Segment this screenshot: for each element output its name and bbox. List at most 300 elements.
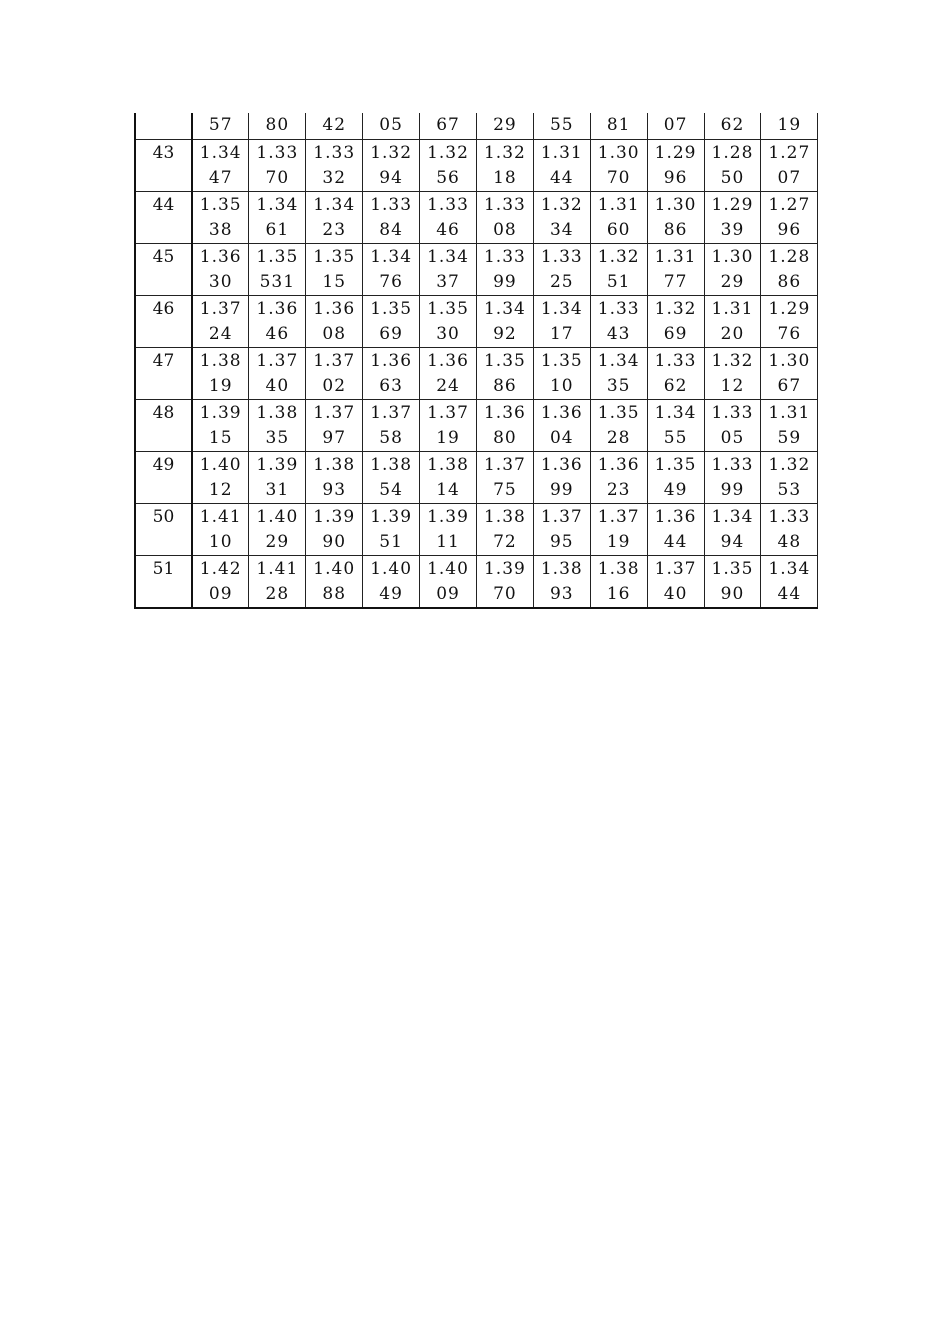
cell-value-line2: 35 <box>265 427 290 448</box>
cell-value-line1: 1.38 <box>313 454 356 475</box>
table-cell <box>533 347 590 399</box>
table-cell <box>420 555 477 608</box>
table-cell <box>306 503 363 555</box>
cell-value-line1: 1.30 <box>654 194 697 215</box>
table-cell <box>590 503 647 555</box>
cell-value-line1: 1.33 <box>483 194 526 215</box>
cell-value-line2: 69 <box>663 323 688 344</box>
table-cell <box>590 243 647 295</box>
table-cell <box>761 139 818 191</box>
cell-value-line1: 1.41 <box>256 558 299 579</box>
cell-value-line2: 19 <box>208 375 233 396</box>
cell-value-line1: 1.36 <box>597 454 640 475</box>
table-cell <box>647 555 704 608</box>
cell-value-line2: 70 <box>606 167 631 188</box>
table-cell <box>363 139 420 191</box>
cell-value-line2: 12 <box>208 479 233 500</box>
cell-value-line1: 1.36 <box>540 402 583 423</box>
cell-value-line2: 19 <box>436 427 460 448</box>
cell-value-line1: 1.37 <box>199 298 242 319</box>
cell-value-line1: 1.37 <box>313 402 356 423</box>
cell-value-line2: 19 <box>606 531 631 552</box>
cell-value-line2: 34 <box>549 219 574 240</box>
table-cell <box>590 451 647 503</box>
table-cell <box>420 113 477 139</box>
cell-value-line2: 99 <box>493 271 517 292</box>
cell-value-line1: 1.28 <box>711 142 754 163</box>
cell-value-line1: 1.33 <box>597 298 640 319</box>
table-cell <box>704 347 761 399</box>
cell-value-line2: 92 <box>493 323 517 344</box>
cell-value-line1: 1.36 <box>427 350 469 371</box>
cell-value-line2: 11 <box>436 531 460 552</box>
table-cell <box>306 451 363 503</box>
cell-value-line1: 1.38 <box>370 454 413 475</box>
cell-value-line2: 50 <box>720 167 745 188</box>
table-cell <box>476 347 533 399</box>
cell-value-line1: 1.35 <box>711 558 754 579</box>
cell-value-line1: 1.34 <box>427 246 469 267</box>
cell-value-line1: 1.35 <box>199 194 242 215</box>
data-table <box>134 113 818 609</box>
cell-value-line2: 29 <box>265 531 290 552</box>
cell-value-line2: 14 <box>436 479 460 500</box>
cell-value-line1: 1.33 <box>711 402 754 423</box>
table-cell <box>533 555 590 608</box>
cell-value-line1: 1.33 <box>483 246 526 267</box>
row-label: 48 <box>135 399 192 451</box>
cell-value-line1: 1.40 <box>199 454 242 475</box>
cell-value: 19 <box>777 115 802 135</box>
table-cell <box>306 139 363 191</box>
cell-value-line1: 1.34 <box>711 506 754 527</box>
cell-value-line2: 49 <box>379 583 403 604</box>
row-label: 50 <box>135 503 192 555</box>
cell-value-line1: 1.38 <box>427 454 469 475</box>
cell-value-line2: 93 <box>549 583 574 604</box>
cell-value-line1: 1.39 <box>199 402 242 423</box>
table-cell <box>306 191 363 243</box>
cell-value-line1: 1.34 <box>256 194 299 215</box>
table-cell <box>647 503 704 555</box>
cell-value-line1: 1.33 <box>711 454 754 475</box>
table-cell <box>306 243 363 295</box>
cell-value-line2: 29 <box>720 271 745 292</box>
row-label: 45 <box>135 243 192 295</box>
cell-value: 57 <box>208 115 233 135</box>
cell-value-line1: 1.28 <box>768 246 811 267</box>
cell-value-line2: 95 <box>549 531 574 552</box>
table-cell <box>192 399 249 451</box>
cell-value-line2: 51 <box>379 531 403 552</box>
cell-value-line2: 07 <box>777 167 802 188</box>
table-cell <box>363 347 420 399</box>
cell-value-line2: 10 <box>208 531 233 552</box>
cell-value-line1: 1.32 <box>654 298 697 319</box>
cell-value-line2: 53 <box>777 479 802 500</box>
table-cell <box>192 295 249 347</box>
table-cell <box>533 503 590 555</box>
cell-value-line2: 32 <box>322 167 347 188</box>
cell-value-line1: 1.40 <box>370 558 413 579</box>
cell-value-line1: 1.36 <box>483 402 526 423</box>
cell-value-line2: 94 <box>379 167 403 188</box>
table-cell <box>420 347 477 399</box>
table-cell <box>363 451 420 503</box>
table-cell <box>192 451 249 503</box>
table-cell <box>704 555 761 608</box>
table-cell <box>647 451 704 503</box>
cell-value-line1: 1.37 <box>540 506 583 527</box>
cell-value-line1: 1.37 <box>597 506 640 527</box>
table-cell <box>590 399 647 451</box>
table-row <box>135 243 818 295</box>
table-cell <box>249 555 306 608</box>
table-cell <box>761 451 818 503</box>
cell-value-line2: 24 <box>436 375 460 396</box>
cell-value-line1: 1.37 <box>654 558 697 579</box>
table-cell <box>420 503 477 555</box>
table-cell <box>249 295 306 347</box>
cell-value-line1: 1.32 <box>483 142 526 163</box>
table-cell <box>306 555 363 608</box>
cell-value-line2: 25 <box>549 271 574 292</box>
table-cell <box>476 295 533 347</box>
table-cell <box>476 113 533 139</box>
cell-value-line2: 05 <box>720 427 745 448</box>
row-label: 43 <box>135 139 192 191</box>
table-cell <box>249 347 306 399</box>
table-row <box>135 503 818 555</box>
cell-value-line2: 61 <box>265 219 290 240</box>
cell-value-line2: 18 <box>493 167 517 188</box>
cell-value-line1: 1.33 <box>768 506 811 527</box>
table-cell <box>476 243 533 295</box>
cell-value-line2: 93 <box>322 479 347 500</box>
table-cell <box>533 295 590 347</box>
cell-value: 42 <box>322 115 347 135</box>
cell-value-line2: 30 <box>436 323 460 344</box>
table-cell <box>363 555 420 608</box>
cell-value-line1: 1.38 <box>199 350 242 371</box>
cell-value-line2: 30 <box>208 271 233 292</box>
table-cell <box>647 243 704 295</box>
cell-value-line1: 1.35 <box>540 350 583 371</box>
cell-value-line2: 28 <box>265 583 290 604</box>
cell-value-line2: 59 <box>777 427 802 448</box>
table-row <box>135 555 818 608</box>
table-row <box>135 399 818 451</box>
cell-value-line2: 28 <box>606 427 631 448</box>
cell-value-line1: 1.33 <box>256 142 299 163</box>
table-cell <box>704 295 761 347</box>
cell-value-line2: 70 <box>265 167 290 188</box>
cell-value-line2: 67 <box>777 375 802 396</box>
table-cell <box>647 113 704 139</box>
table-row <box>135 295 818 347</box>
cell-value-line2: 10 <box>549 375 574 396</box>
row-label: 51 <box>135 555 192 608</box>
cell-value-line1: 1.36 <box>256 298 299 319</box>
table-row <box>135 347 818 399</box>
table-cell <box>647 347 704 399</box>
cell-value-line2: 531 <box>259 271 296 292</box>
table-cell <box>761 295 818 347</box>
table-cell <box>647 139 704 191</box>
table-cell <box>476 503 533 555</box>
cell-value-line2: 43 <box>606 323 631 344</box>
cell-value-line2: 96 <box>663 167 688 188</box>
cell-value-line1: 1.39 <box>427 506 469 527</box>
cell-value-line2: 20 <box>720 323 745 344</box>
table-cell <box>704 503 761 555</box>
cell-value-line2: 40 <box>265 375 290 396</box>
cell-value-line2: 96 <box>777 219 802 240</box>
cell-value-line1: 1.35 <box>427 298 469 319</box>
cell-value-line1: 1.40 <box>427 558 469 579</box>
cell-value-line2: 60 <box>606 219 631 240</box>
cell-value-line2: 31 <box>265 479 290 500</box>
table-cell <box>476 399 533 451</box>
cell-value-line1: 1.34 <box>597 350 640 371</box>
cell-value-line1: 1.34 <box>483 298 526 319</box>
table-cell <box>533 113 590 139</box>
cell-value-line1: 1.32 <box>540 194 583 215</box>
row-label: 44 <box>135 191 192 243</box>
cell-value-line2: 75 <box>493 479 517 500</box>
cell-value-line2: 49 <box>663 479 688 500</box>
cell-value: 05 <box>379 115 403 135</box>
cell-value-line2: 80 <box>493 427 517 448</box>
table-cell <box>533 399 590 451</box>
cell-value-line2: 97 <box>322 427 347 448</box>
cell-value-line2: 84 <box>379 219 403 240</box>
cell-value-line2: 44 <box>777 583 802 604</box>
cell-value-line1: 1.34 <box>199 142 242 163</box>
cell-value-line1: 1.36 <box>654 506 697 527</box>
cell-value-line2: 02 <box>322 375 347 396</box>
table-cell <box>704 451 761 503</box>
cell-value-line2: 24 <box>208 323 233 344</box>
table-cell <box>704 113 761 139</box>
cell-value: 55 <box>549 115 574 135</box>
table-cell <box>363 295 420 347</box>
cell-value-line1: 1.37 <box>313 350 356 371</box>
table-cell <box>647 295 704 347</box>
cell-value-line1: 1.30 <box>768 350 811 371</box>
cell-value-line2: 15 <box>322 271 347 292</box>
cell-value-line2: 69 <box>379 323 403 344</box>
cell-value-line1: 1.30 <box>597 142 640 163</box>
table-cell <box>476 555 533 608</box>
table-cell <box>306 347 363 399</box>
table-cell <box>192 139 249 191</box>
cell-value-line1: 1.29 <box>654 142 697 163</box>
table-cell <box>761 191 818 243</box>
cell-value: 62 <box>720 115 745 135</box>
table-cell <box>420 451 477 503</box>
table-cell <box>761 503 818 555</box>
cell-value-line1: 1.37 <box>483 454 526 475</box>
table-cell <box>306 113 363 139</box>
cell-value-line2: 62 <box>663 375 688 396</box>
table-cell <box>192 503 249 555</box>
table-cell <box>249 139 306 191</box>
table-cell <box>363 503 420 555</box>
table-cell <box>192 191 249 243</box>
table-cell <box>647 191 704 243</box>
cell-value-line1: 1.35 <box>654 454 697 475</box>
cell-value-line2: 47 <box>208 167 233 188</box>
cell-value-line1: 1.29 <box>711 194 754 215</box>
cell-value-line1: 1.34 <box>313 194 356 215</box>
table-cell <box>420 399 477 451</box>
table-cell <box>306 399 363 451</box>
cell-value-line1: 1.35 <box>370 298 413 319</box>
cell-value-line2: 63 <box>379 375 403 396</box>
cell-value-line2: 86 <box>663 219 688 240</box>
cell-value-line1: 1.39 <box>370 506 413 527</box>
cell-value-line1: 1.31 <box>768 402 811 423</box>
cell-value-line1: 1.32 <box>427 142 469 163</box>
cell-value-line1: 1.32 <box>711 350 754 371</box>
cell-value-line1: 1.27 <box>768 142 811 163</box>
table-cell <box>590 139 647 191</box>
cell-value-line2: 39 <box>720 219 745 240</box>
cell-value: 29 <box>493 115 517 135</box>
table-cell <box>533 243 590 295</box>
table-cell <box>420 139 477 191</box>
cell-value-line1: 1.33 <box>427 194 469 215</box>
table-cell <box>533 191 590 243</box>
table-row <box>135 451 818 503</box>
cell-value-line2: 44 <box>663 531 688 552</box>
cell-value-line2: 08 <box>493 219 517 240</box>
cell-value-line2: 12 <box>720 375 745 396</box>
cell-value: 07 <box>663 115 688 135</box>
cell-value-line1: 1.40 <box>256 506 299 527</box>
table-cell <box>249 243 306 295</box>
table-cell <box>476 451 533 503</box>
table-cell <box>249 113 306 139</box>
cell-value-line1: 1.36 <box>370 350 413 371</box>
table-cell <box>704 191 761 243</box>
cell-value-line2: 04 <box>549 427 574 448</box>
cell-value-line2: 94 <box>720 531 745 552</box>
cell-value-line1: 1.29 <box>768 298 811 319</box>
cell-value-line1: 1.37 <box>370 402 413 423</box>
cell-value-line1: 1.33 <box>540 246 583 267</box>
table-cell <box>192 347 249 399</box>
cell-value-line2: 16 <box>606 583 631 604</box>
cell-value-line2: 38 <box>208 219 233 240</box>
cell-value-line1: 1.33 <box>370 194 413 215</box>
cell-value-line2: 58 <box>379 427 403 448</box>
table-cell <box>249 399 306 451</box>
table-cell <box>590 555 647 608</box>
cell-value-line2: 15 <box>208 427 233 448</box>
cell-value: 80 <box>265 115 290 135</box>
cell-value-line1: 1.36 <box>540 454 583 475</box>
cell-value-line2: 51 <box>606 271 631 292</box>
table-cell <box>761 347 818 399</box>
table-cell <box>363 113 420 139</box>
table-cell <box>420 191 477 243</box>
cell-value-line1: 1.32 <box>768 454 811 475</box>
table-cell <box>192 113 249 139</box>
cell-value-line1: 1.35 <box>256 246 299 267</box>
cell-value-line1: 1.34 <box>540 298 583 319</box>
cell-value-line1: 1.30 <box>711 246 754 267</box>
cell-value-line2: 37 <box>436 271 460 292</box>
cell-value-line2: 48 <box>777 531 802 552</box>
table-cell <box>590 347 647 399</box>
row-label: 47 <box>135 347 192 399</box>
cell-value-line2: 77 <box>663 271 688 292</box>
table-body <box>135 113 818 608</box>
cell-value-line1: 1.35 <box>483 350 526 371</box>
cell-value-line2: 46 <box>436 219 460 240</box>
table-cell <box>761 399 818 451</box>
table-cell <box>533 451 590 503</box>
cell-value-line1: 1.31 <box>597 194 640 215</box>
cell-value-line1: 1.36 <box>313 298 356 319</box>
cell-value-line2: 09 <box>436 583 460 604</box>
table-cell <box>192 555 249 608</box>
table-cell <box>420 295 477 347</box>
table-row <box>135 139 818 191</box>
cell-value-line1: 1.31 <box>540 142 583 163</box>
cell-value-line2: 08 <box>322 323 347 344</box>
cell-value-line2: 46 <box>265 323 290 344</box>
row-label: 46 <box>135 295 192 347</box>
table-cell <box>590 295 647 347</box>
table-cell <box>420 243 477 295</box>
row-label: 49 <box>135 451 192 503</box>
cell-value-line2: 90 <box>720 583 745 604</box>
cell-value-line2: 70 <box>493 583 517 604</box>
table-cell <box>704 243 761 295</box>
table-cell <box>761 113 818 139</box>
table-cell <box>590 113 647 139</box>
cell-value-line1: 1.41 <box>199 506 242 527</box>
cell-value-line1: 1.32 <box>597 246 640 267</box>
cell-value-line2: 54 <box>379 479 403 500</box>
cell-value-line2: 90 <box>322 531 347 552</box>
cell-value-line2: 23 <box>606 479 631 500</box>
cell-value-line1: 1.31 <box>711 298 754 319</box>
table-cell <box>363 191 420 243</box>
table-row <box>135 191 818 243</box>
cell-value-line1: 1.37 <box>256 350 299 371</box>
cell-value-line2: 88 <box>322 583 347 604</box>
row-label <box>135 113 192 139</box>
cell-value-line1: 1.34 <box>370 246 413 267</box>
cell-value-line1: 1.39 <box>483 558 526 579</box>
cell-value-line1: 1.38 <box>256 402 299 423</box>
cell-value-line2: 55 <box>663 427 688 448</box>
cell-value-line1: 1.35 <box>597 402 640 423</box>
cell-value-line1: 1.39 <box>313 506 356 527</box>
cell-value-line1: 1.39 <box>256 454 299 475</box>
table-cell <box>306 295 363 347</box>
cell-value-line1: 1.37 <box>427 402 469 423</box>
cell-value: 67 <box>436 115 460 135</box>
cell-value: 81 <box>606 115 631 135</box>
table-cell <box>476 191 533 243</box>
cell-value-line2: 23 <box>322 219 347 240</box>
cell-value-line2: 56 <box>436 167 460 188</box>
